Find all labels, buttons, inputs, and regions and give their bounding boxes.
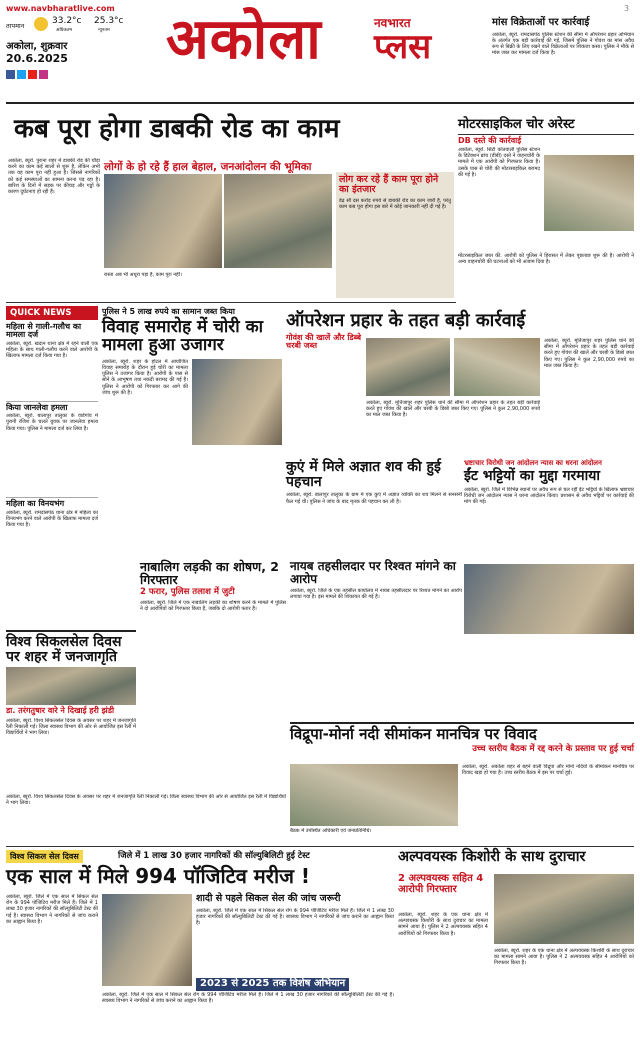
temp-min-label: न्यूनतम: [98, 28, 110, 33]
seizure-kicker: पुलिस ने 5 लाख रुपये का सामान जब्त किया: [102, 307, 235, 316]
well-body-body: अकोला, ब्यूरो. बालापुर तालुका के ग्राम में एक कुएं में अज्ञात व्यक्ति का शव मिलने से सनसनी फैल गई थी। पुलिस ने जांच के बाद मृतक की पहचान कर ली है।: [286, 492, 462, 505]
operation-headline: ऑपरेशन प्रहार के तहत बड़ी कार्रवाई: [286, 310, 526, 331]
well-body-story: [286, 460, 462, 556]
quick-news-title: QUICK NEWS: [6, 306, 98, 320]
top-right-headline: मांस विक्रेताओं पर कार्रवाई: [492, 17, 590, 28]
sickle-test-body-2: अकोला, ब्यूरो. जिले में एक साल में सिकल सेल रोग के 994 पॉजिटिव मरीज मिले हैं। जिले में 1 लाख 30 हजार नागरिकों की सॉल्युबिलिटी टेस्ट की गई है। स्वास्थ्य विभाग ने नागरिकों से जांच कराने का आह्वान किया है।: [196, 908, 394, 927]
quick-news-item-body: अकोला, ब्यूरो. खदान थाना क्षेत्र में रहने वाली एक महिला के साथ गाली-गलौच करने वाले आरोपी के खिलाफ मामला दर्ज किया गया है।: [6, 340, 98, 360]
logo-sub2: प्लस: [374, 27, 432, 67]
lead-sub-body: डेढ़ सौ दस करोड़ रुपये से डाबकी रोड का काम जारी है, परंतु काम कब पूरा होगा इस बारे में कोई जानकारी नहीं दी गई है।: [339, 197, 451, 211]
lead-photo-2: [224, 174, 332, 268]
column-text-left: अकोला, ब्यूरो. विश्व सिकलसेल दिवस के अवसर पर शहर में जनजागृति रैली निकाली गई। जिला स्वास्थ्य विभाग की ओर से आयोजित इस रैली में विद्यार्थियों ने भाग लिया।: [6, 794, 286, 807]
quick-news-item-body: अकोला, ब्यूरो. रामदासपेठ थाना क्षेत्र में महिला का विनयभंग करने वाले आरोपी के खिलाफ मामला दर्ज किया गया है।: [6, 509, 98, 528]
minor-assault-body: अकोला, ब्यूरो. शहर के एक थाना क्षेत्र में अल्पवयस्क किशोरी के साथ दुराचार का मामला सामने आया है। पुलिस ने 2 अल्पवयस्क सहित 4 आरोपियों को गिरफ्तार किया है।: [398, 912, 488, 937]
well-body-headline: कुएं में मिले अज्ञात शव की हुई पहचान: [286, 459, 441, 490]
minor-abuse-story: [140, 560, 286, 750]
lead-headline: कब पूरा होगा डाबकी रोड का काम: [14, 114, 340, 144]
bike-theft-story: [458, 118, 634, 310]
river-photo: [290, 764, 458, 826]
minor-assault-photo: [494, 874, 634, 944]
bike-theft-kicker: DB दस्ते की कार्रवाई: [458, 135, 522, 145]
facebook-icon[interactable]: [6, 70, 15, 79]
minor-abuse-body: अकोला, ब्यूरो. जिले में एक नाबालिग लड़की का शोषण करने के मामले में पुलिस ने दो आरोपियों को गिरफ्तार किया है, जबकि दो आरोपी फरार हैं।: [140, 600, 286, 613]
sickle-day-photo: [6, 667, 136, 705]
masthead-rule: [6, 102, 634, 104]
quick-news-item-head: महिला से गाली-गलौच का मामला दर्ज: [6, 322, 82, 340]
sickle-test-tag: विश्व सिकल सेल दिवस: [6, 850, 83, 863]
minor-assault-body-2: अकोला, ब्यूरो. शहर के एक थाना क्षेत्र में अल्पवयस्क किशोरी के साथ दुराचार का मामला सामने आया है। पुलिस ने 2 अल्पवयस्क सहित 4 आरोपियों को गिरफ्तार किया है।: [494, 948, 634, 967]
bribe-story: [290, 560, 462, 720]
sun-icon: [34, 17, 48, 31]
lead-caption: रास्ता अब भी अधूरा पड़ा है, काम पूरा नहीं।: [104, 272, 182, 278]
bike-theft-headline: मोटरसाइकिल चोर अरेस्ट: [458, 118, 634, 135]
brick-kiln-photo: [464, 564, 634, 634]
quick-news-item: [6, 497, 98, 587]
river-body: अकोला, ब्यूरो. अकोला शहर से बहने वाली विद्रूपा और मोर्ना नदियों के सीमांकन मानचित्र पर विवाद खड़ा हो गया है। उच्च स्तरीय बैठक में इस पर चर्चा हुई।: [462, 764, 634, 777]
quick-news-item: [6, 323, 98, 399]
wedding-story: [102, 306, 282, 552]
river-kicker: उच्च स्तरीय बैठक में रद्द करने के प्रस्ताव पर हुई चर्चा: [472, 743, 634, 754]
bribe-headline: नायब तहसीलदार पर रिश्वत मांगने का आरोप: [290, 559, 456, 586]
river-caption: बैठक में उपस्थित अधिकारी एवं जनप्रतिनिधि।: [290, 828, 372, 834]
logo-main: अकोला: [166, 7, 322, 72]
minor-assault-headline: अल्पवयस्क किशोरी के साथ दुराचार: [398, 849, 586, 865]
temp-max: 33.2°c: [52, 16, 82, 26]
top-right-brief: [492, 18, 634, 100]
bike-theft-photo: [544, 155, 634, 231]
sickle-test-headline: एक साल में मिले 994 पॉजिटिव मरीज !: [6, 864, 311, 888]
minor-abuse-kicker: 2 फरार, पुलिस तलाश में जुटी: [140, 587, 235, 598]
logo: [166, 8, 466, 78]
sickle-day-body: अकोला, ब्यूरो. विश्व सिकलसेल दिवस के अवसर पर शहर में जनजागृति रैली निकाली गई। जिला स्वास्थ्य विभाग की ओर से आयोजित इस रैली में विद्यार्थियों ने भाग लिया।: [6, 717, 136, 737]
river-story: [290, 722, 634, 842]
temp-max-label: अधिकतम: [56, 28, 73, 33]
operation-body-cont: अकोला, ब्यूरो. मूर्तिजापुर शहर पुलिस थाने की सीमा में ऑपरेशन प्रहार के तहत बड़ी कार्रवाई करते हुए गोवंश की खालें और चरबी के डिब्बे जब्त किए गए। पुलिस ने कुल 2,90,000 रुपये का माल जब्त किया है।: [366, 400, 540, 419]
brick-kiln-headline: ईंट भट्टियों का मुद्दा गरमाया: [464, 468, 600, 485]
date: 20.6.2025: [6, 52, 68, 65]
youtube-icon[interactable]: [28, 70, 37, 79]
minor-assault-story: [398, 850, 634, 1046]
bike-theft-body2: मोटरसाइकिल जब्त की. आरोपी को पुलिस ने हिरासत में लेकर पूछताछ शुरू की है। आरोपी ने अन्य वाहनचोरी की घटनाओं को भी अंजाम दिया है।: [458, 253, 634, 266]
lead-sub-headline: लोग कर रहे हैं काम पूरा होने का इंतजार: [339, 174, 439, 195]
sickle-test-sub2: 2023 से 2025 तक विशेष अभियान: [196, 978, 349, 991]
quick-news-item-head: किया जानलेवा हमला: [6, 402, 68, 412]
sickle-test-story: [6, 850, 394, 1046]
sickle-day-story: [6, 630, 136, 790]
wedding-photo: [192, 359, 282, 445]
quick-news-item: [6, 401, 98, 495]
sickle-test-photo: [102, 894, 192, 986]
brick-kiln-kicker: भ्रष्टाचार विरोधी जन आंदोलन न्यास का धरना आंदोलन: [464, 459, 602, 467]
minor-assault-kicker: 2 अल्पवयस्क सहित 4 आरोपी गिरफ्तार: [398, 873, 484, 895]
twitter-icon[interactable]: [17, 70, 26, 79]
minor-abuse-headline: नाबालिग लड़की का शोषण, 2 गिरफ्तार: [140, 559, 279, 588]
site-url[interactable]: www.navbharatlive.com: [6, 4, 115, 13]
operation-photo-1: [366, 338, 450, 396]
city-day: अकोला, शुक्रवार: [6, 41, 68, 52]
instagram-icon[interactable]: [39, 70, 48, 79]
sickle-day-caption: डा. तरंगतुषार वारे ने दिखाई हरी झंडी: [6, 706, 115, 716]
bike-theft-body: अकोला, ब्यूरो. सिटी कोतवाली पुलिस स्टेशन के डिटेक्शन ब्रांच (डीबी) दस्ते ने वाहनचोरी के मामले में एक आरोपी को गिरफ्तार किया है। उसके पास से चोरी की मोटरसाइकिल बरामद की गई है।: [458, 147, 540, 178]
temp-min: 25.3°c: [94, 16, 124, 26]
social-icons: [6, 70, 48, 79]
brick-kiln-story: [464, 460, 634, 682]
operation-story: [286, 312, 634, 458]
sickle-test-body-3: अकोला, ब्यूरो. जिले में एक साल में सिकल सेल रोग के 994 पॉजिटिव मरीज मिले हैं। जिले में 1 लाख 30 हजार नागरिकों की सॉल्युबिलिटी टेस्ट की गई है। स्वास्थ्य विभाग ने नागरिकों से जांच कराने का आह्वान किया है।: [102, 992, 394, 1005]
operation-body: अकोला, ब्यूरो. मूर्तिजापुर शहर पुलिस थाने की सीमा में ऑपरेशन प्रहार के तहत बड़ी कार्रवाई करते हुए गोवंश की खालें और चरबी के डिब्बे जब्त किए गए। पुलिस ने कुल 2,90,000 रुपये का माल जब्त किया है।: [544, 338, 634, 369]
brick-kiln-body: अकोला, ब्यूरो. जिले में विभिन्न स्थानों पर अवैध रूप से चल रहीं ईंट भट्टियों के खिलाफ भ्रष्टाचार विरोधी जन आंदोलन न्यास ने धरना आंदोलन किया। प्रशासन से अवैध भट्टियों पर कार्रवाई की मांग की गई।: [464, 487, 634, 506]
quick-news-item-body: अकोला, ब्यूरो. बालापुर तालुका के वाडेगांव में पुरानी रंजिश के चलते युवक पर जानलेवा हमला किया गया। पुलिस ने मामला दर्ज कर लिया है।: [6, 413, 98, 432]
quick-news-item-head: महिला का विनयभंग: [6, 499, 65, 509]
lead-kicker: लोगों के हो रहे हैं हाल बेहाल, जनआंदोलन की भूमिका: [104, 161, 312, 173]
rule-2: [6, 302, 456, 303]
wedding-headline: विवाह समारोह में चोरी का मामला हुआ उजागर: [102, 317, 264, 355]
sickle-test-sub: शादी से पहले सिकल सेल की जांच जरूरी: [196, 893, 341, 904]
sickle-test-body: अकोला, ब्यूरो. जिले में एक साल में सिकल सेल रोग के 994 पॉजिटिव मरीज मिले हैं। जिले में 1 लाख 30 हजार नागरिकों की सॉल्युबिलिटी टेस्ट की गई है। स्वास्थ्य विभाग ने नागरिकों से जांच कराने का आह्वान किया है।: [6, 894, 98, 925]
side-box: [362, 150, 458, 298]
top-right-body: अकोला, ब्यूरो. रामदासपेठ पुलिस स्टेशन की सीमा में ऑपरेशन प्रहार अभियान के अंतर्गत एक बड़ी कार्रवाई की गई, जिसमें पुलिस ने गोवंश का मांस अवैध रूप से बिक्री के लिए रखने वाले विक्रेताओं पर शिकंजा कसा। पुलिस ने मौके से मांस जब्त कर मामला दर्ज किया है।: [492, 31, 634, 57]
river-headline: विद्रूपा-मोर्ना नदी सीमांकन मानचित्र पर विवाद: [290, 722, 634, 743]
sickle-day-headline: विश्व सिकलसेल दिवस पर शहर में जनजागृति: [6, 630, 136, 664]
bribe-body: अकोला, ब्यूरो. जिले के एक तहसील कार्यालय में नायब तहसीलदार पर रिश्वत मांगने का आरोप लगाया गया है। इस मामले की शिकायत की गई है।: [290, 588, 462, 601]
operation-photo-2: [454, 338, 540, 396]
operation-kicker: गोवंश की खालें और डिब्बे चरबी जब्त: [286, 332, 362, 351]
rule-3: [6, 846, 634, 847]
lead-body: अकोला, ब्यूरो. पुराना शहर में डाबकी रोड की चौड़ा करने का काम कई सालों से शुरू है, लेकिन अभी तक यह काम पूरा नहीं हुआ है। जिससे नागरिकों को कई समस्याओं का सामना करना पड़ रहा है। बारिश के दिनों में सड़क पर कीचड़ और गड्ढों के कारण दुर्घटनाएं हो रही हैं।: [8, 158, 100, 196]
wedding-body: अकोला, ब्यूरो. शहर के होटल में आयोजित विवाह समारोह के दौरान हुई चोरी का मामला पुलिस ने उजागर किया है। आरोपी के पास से सोने के आभूषण तथा नकदी बरामद की गई है। पुलिस ने आरोपी को गिरफ्तार कर आगे की जांच शुरू की है।: [102, 358, 188, 396]
sickle-test-kicker: जिले में 1 लाख 30 हजार नागरिकों की सॉल्युबिलिटी हुई टेस्ट: [118, 851, 310, 861]
weather-label: तापमान: [6, 22, 25, 30]
lead-photo-1: [104, 174, 222, 268]
quick-news: [6, 306, 98, 626]
logo-sub1: नवभारत: [374, 16, 411, 30]
page-number: 3: [624, 4, 630, 13]
